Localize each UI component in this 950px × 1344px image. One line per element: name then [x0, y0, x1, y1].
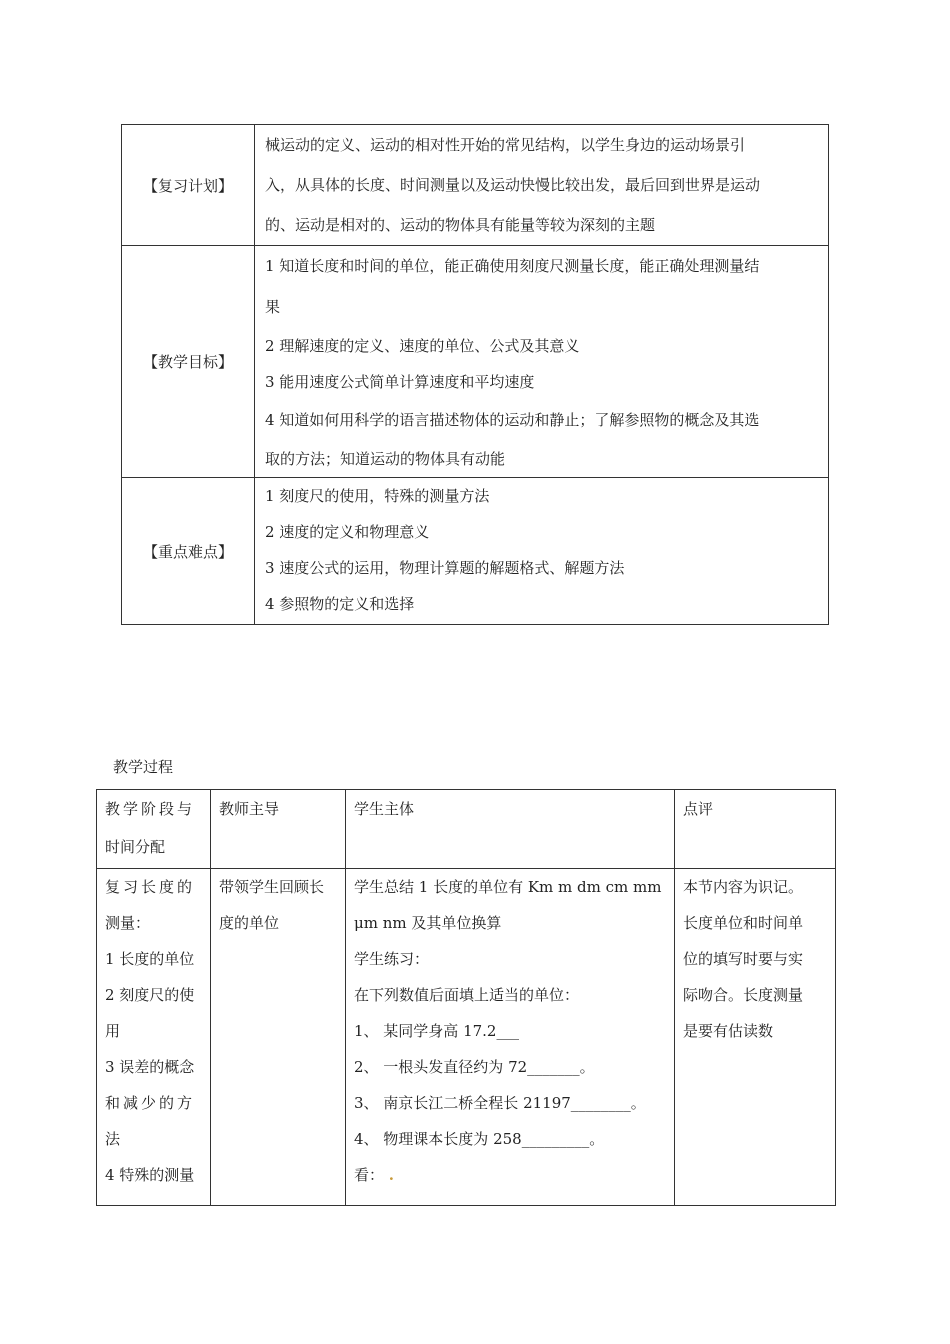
- row-label: 【复习计划】: [122, 125, 255, 246]
- text-line: 4、 物理课本长度为 258_________。: [354, 1130, 605, 1148]
- text-line: 果: [265, 298, 281, 316]
- text-line: 的、运动是相对的、运动的物体具有能量等较为深刻的主题: [265, 216, 656, 234]
- text-line: 3 能用速度公式简单计算速度和平均速度: [265, 373, 535, 391]
- header-text: 时间分配: [105, 838, 166, 856]
- key-points-row: [122, 478, 829, 625]
- text-line: 用: [105, 1022, 121, 1040]
- teacher-cell: [211, 869, 346, 1206]
- text-line: 3 误差的概念: [105, 1058, 195, 1076]
- text-line: 取的方法；知道运动的物体具有动能: [265, 450, 506, 468]
- process-caption: 教学过程: [113, 758, 174, 776]
- text-line: 4 参照物的定义和选择: [265, 595, 415, 613]
- text-line: 长度单位和时间单: [683, 914, 804, 932]
- text-line: 学生总结 1 长度的单位有 Km m dm cm mm: [354, 878, 662, 896]
- review-plan-row: [122, 125, 829, 246]
- text-line: 械运动的定义、运动的相对性开始的常见结构，以学生身边的运动场景引: [265, 136, 746, 154]
- text-line: 3 速度公式的运用，物理计算题的解题格式、解题方法: [265, 559, 625, 577]
- header-comment: [675, 790, 836, 869]
- text-line: 1、 某同学身高 17.2___: [354, 1022, 519, 1040]
- text-line: 4 知道如何用科学的语言描述物体的运动和静止；了解参照物的概念及其选: [265, 411, 760, 429]
- process-row: [97, 869, 836, 1206]
- header-teacher: [211, 790, 346, 869]
- text-line: 本节内容为识记。: [683, 878, 804, 896]
- text-line: 度的单位: [219, 914, 280, 932]
- review-plan-content: [255, 125, 829, 246]
- text-line: [354, 1157, 666, 1193]
- text-line: 测量：: [105, 914, 151, 932]
- text-line: 2 刻度尺的使: [105, 986, 195, 1004]
- text-line: 法: [105, 1130, 121, 1148]
- text-line: 和减少的方: [105, 1094, 196, 1112]
- text-line: 在下列数值后面填上适当的单位：: [354, 986, 580, 1004]
- header-text: 点评: [683, 800, 714, 818]
- row-label: 【教学目标】: [122, 246, 255, 478]
- overview-table: [121, 124, 829, 625]
- header-student: [346, 790, 675, 869]
- text-line: 1 长度的单位: [105, 950, 195, 968]
- header-stage: [97, 790, 211, 869]
- look-label: 看：: [354, 1166, 385, 1184]
- text-line: 学生练习：: [354, 950, 430, 968]
- text-line: 1 知道长度和时间的单位，能正确使用刻度尺测量长度，能正确处理测量结: [265, 257, 760, 275]
- comment-cell: [675, 869, 836, 1206]
- text-line: 2 理解速度的定义、速度的单位、公式及其意义: [265, 337, 580, 355]
- process-table: [96, 789, 836, 1206]
- text-line: 3、 南京长江二桥全程长 21197________。: [354, 1094, 646, 1112]
- student-cell: [346, 869, 675, 1206]
- text-line: 入，从具体的长度、时间测量以及运动快慢比较出发，最后回到世界是运动: [265, 176, 761, 194]
- text-line: 复习长度的: [105, 878, 196, 896]
- text-line: 是要有估读数: [683, 1022, 774, 1040]
- text-line: 2、 一根头发直径约为 72_______。: [354, 1058, 595, 1076]
- dot-mark: .: [388, 1166, 395, 1184]
- key-points-content: [255, 478, 829, 625]
- stage-cell: [97, 869, 211, 1206]
- text-line: 位的填写时要与实: [683, 950, 804, 968]
- text-line: 4 特殊的测量: [105, 1166, 195, 1184]
- teaching-goals-content: [255, 246, 829, 478]
- row-label: 【重点难点】: [122, 478, 255, 625]
- text-line: 带领学生回顾长: [219, 878, 325, 896]
- process-header-row: [97, 790, 836, 869]
- text-line: 2 速度的定义和物理意义: [265, 523, 430, 541]
- teaching-goals-row: [122, 246, 829, 478]
- text-line: 际吻合。长度测量: [683, 986, 804, 1004]
- header-text: 学生主体: [354, 800, 415, 818]
- header-text: 教师主导: [219, 800, 280, 818]
- text-line: μm nm 及其单位换算: [354, 914, 502, 932]
- text-line: 1 刻度尺的使用，特殊的测量方法: [265, 487, 490, 505]
- header-text: 教学阶段与: [105, 800, 196, 818]
